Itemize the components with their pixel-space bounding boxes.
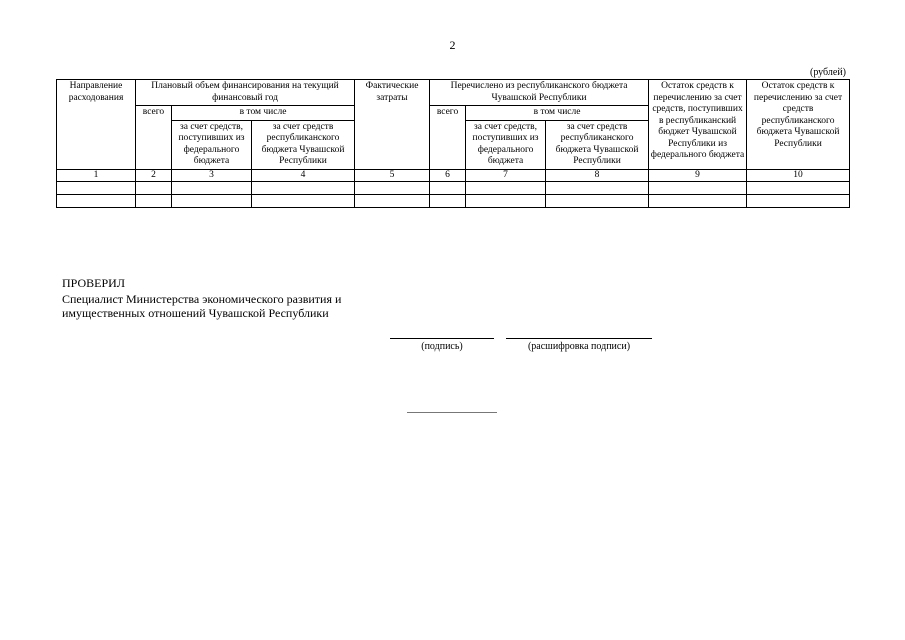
header-balance-federal: Остаток средств к перечислению за счет средств, поступивших в республиканский бюджет Чувашской Республики из федерального бюджета	[649, 80, 747, 170]
divider	[407, 412, 497, 413]
column-number: 9	[649, 169, 747, 182]
checked-title: ПРОВЕРИЛ	[62, 276, 125, 290]
column-number: 1	[57, 169, 136, 182]
table-row	[57, 195, 850, 208]
column-number: 7	[466, 169, 546, 182]
column-number: 3	[172, 169, 252, 182]
header-planned-republic: за счет средств республиканского бюджета Чувашской Республики	[252, 120, 355, 169]
table-row	[57, 182, 850, 195]
signature-line	[390, 338, 494, 339]
column-number: 6	[430, 169, 466, 182]
header-transferred-including: в том числе	[466, 106, 649, 121]
header-balance-republic: Остаток средств к перечислению за счет средств республиканского бюджета Чувашской Республики	[747, 80, 850, 170]
header-transferred-total: всего	[430, 106, 466, 170]
column-number: 5	[355, 169, 430, 182]
header-planned-federal: за счет средств, поступивших из федерального бюджета	[172, 120, 252, 169]
header-transferred-federal: за счет средств, поступивших из федерального бюджета	[466, 120, 546, 169]
specialist-title: Специалист Министерства экономического развития и имущественных отношений Чувашской Республики	[62, 292, 342, 320]
header-planned: Плановый объем финансирования на текущий финансовый год	[136, 80, 355, 106]
financing-table	[56, 79, 850, 208]
header-planned-including: в том числе	[172, 106, 355, 121]
header-transferred: Перечислено из республиканского бюджета Чувашской Республики	[430, 80, 649, 106]
header-transferred-republic: за счет средств республиканского бюджета Чувашской Республики	[546, 120, 649, 169]
header-planned-total: всего	[136, 106, 172, 170]
header-actual: Фактические затраты	[355, 80, 430, 170]
signature-label: (подпись)	[421, 341, 463, 352]
page-number: 2	[449, 38, 456, 52]
signature-decode-line	[506, 338, 652, 339]
column-number: 8	[546, 169, 649, 182]
header-direction: Направление расходования	[57, 80, 136, 170]
column-number: 2	[136, 169, 172, 182]
signature-decode-label: (расшифровка подписи)	[527, 341, 631, 352]
column-number: 10	[747, 169, 850, 182]
column-number: 4	[252, 169, 355, 182]
units-label: (рублей)	[809, 67, 846, 78]
